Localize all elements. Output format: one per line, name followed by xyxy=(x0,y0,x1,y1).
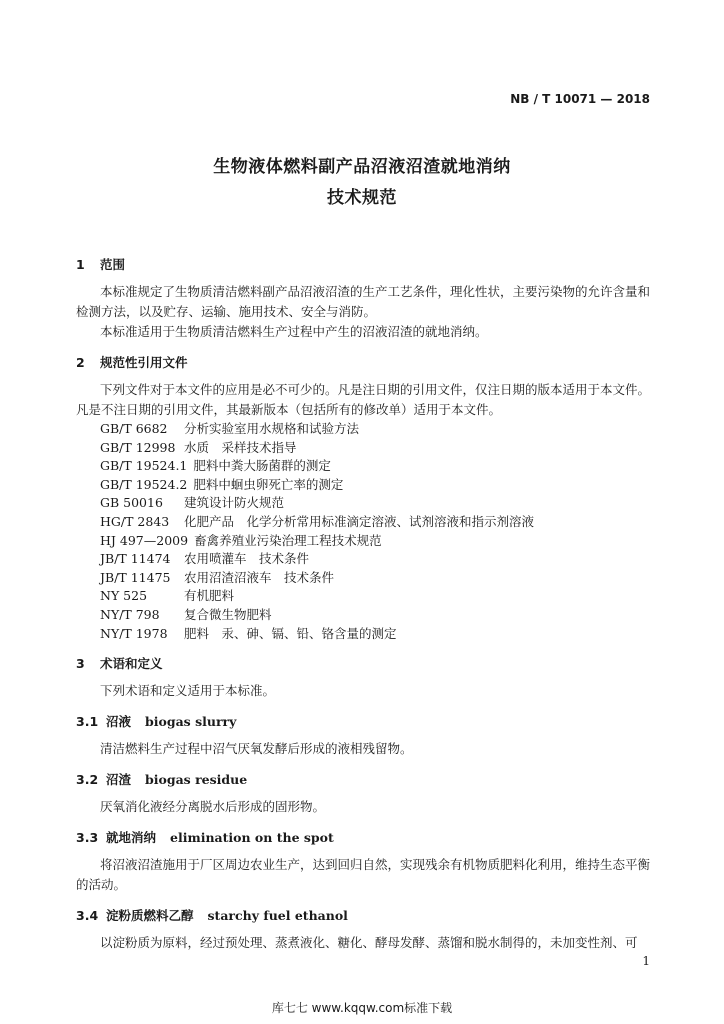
reference-item xyxy=(100,513,660,532)
page-number: 1 xyxy=(642,954,650,968)
term-number: 3.3 xyxy=(76,830,99,846)
section-title: 术语和定义 xyxy=(100,656,163,672)
section-number: 3 xyxy=(76,656,85,672)
reference-item xyxy=(100,532,660,551)
reference-title: 水质 采样技术指导 xyxy=(184,439,297,455)
download-site-watermark: 库七七 www.kqqw.com标准下载 xyxy=(271,1001,453,1015)
section-3-heading xyxy=(76,653,660,675)
reference-item xyxy=(100,606,660,625)
reference-code: HG/T 2843 xyxy=(100,513,170,529)
reference-code: GB/T 19524.1 xyxy=(100,458,188,474)
reference-item xyxy=(100,439,660,458)
reference-title: 农用沼渣沼液车 技术条件 xyxy=(184,569,335,585)
term-english: biogas residue xyxy=(145,772,248,788)
reference-title: 肥料中蛔虫卵死亡率的测定 xyxy=(193,476,344,492)
reference-code: NY 525 xyxy=(100,588,148,604)
term-chinese: 就地消纳 xyxy=(106,830,157,846)
term-3-1-heading xyxy=(76,711,660,733)
section-2-heading xyxy=(76,352,660,374)
term-chinese: 沼液 xyxy=(106,714,132,730)
reference-item xyxy=(100,420,660,439)
reference-title: 肥料中粪大肠菌群的测定 xyxy=(193,458,331,474)
section-title: 范围 xyxy=(100,257,126,272)
reference-code: GB/T 12998 xyxy=(100,439,176,455)
reference-code: NY/T 798 xyxy=(100,606,160,622)
reference-code: JB/T 11474 xyxy=(100,551,171,567)
term-3-4-heading xyxy=(76,905,660,927)
section-number: 2 xyxy=(76,355,85,370)
term-number: 3.1 xyxy=(76,714,99,730)
term-number: 3.2 xyxy=(76,772,99,788)
reference-code: JB/T 11475 xyxy=(100,569,171,585)
reference-item xyxy=(100,550,660,569)
reference-item xyxy=(100,569,660,588)
term-number: 3.4 xyxy=(76,908,99,924)
section-1-heading xyxy=(76,254,660,276)
reference-code: NY/T 1978 xyxy=(100,625,168,641)
term-english: biogas slurry xyxy=(145,714,237,730)
term-3-4-definition: 以淀粉质为原料，经过预处理、蒸煮液化、糖化、酵母发酵、蒸馏和脱水制得的，未加变性剂、可 xyxy=(100,935,638,951)
section-1-paragraph-2: 本标准适用于生物质清洁燃料生产过程中产生的沼液沼渣的就地消纳。 xyxy=(100,324,488,339)
term-chinese: 沼渣 xyxy=(106,772,132,788)
term-english: starchy fuel ethanol xyxy=(207,908,348,924)
document-code: NB / T 10071 — 2018 xyxy=(510,92,650,106)
reference-code: GB/T 6682 xyxy=(100,421,168,436)
reference-item xyxy=(100,494,660,513)
reference-title: 畜禽养殖业污染治理工程技术规范 xyxy=(194,532,382,548)
term-3-2-heading xyxy=(76,769,660,791)
reference-title: 复合微生物肥料 xyxy=(184,606,272,622)
reference-code: GB/T 19524.2 xyxy=(100,476,188,492)
reference-code: GB 50016 xyxy=(100,495,163,511)
document-body xyxy=(76,254,660,953)
reference-item xyxy=(100,587,660,606)
reference-item xyxy=(100,457,660,476)
section-1-paragraph-1: 本标准规定了生物质清洁燃料副产品沼液沼渣的生产工艺条件，理化性状，主要污染物的允许含量和检测方法，以及贮存、运输、施用技术、安全与消防。 xyxy=(76,284,651,319)
section-number: 1 xyxy=(76,257,85,272)
reference-title: 分析实验室用水规格和试验方法 xyxy=(184,421,360,436)
term-3-3-definition: 将沼液沼渣施用于厂区周边农业生产，达到回归自然，实现残余有机物质肥料化利用，维持生态平衡的活动。 xyxy=(76,857,651,893)
term-chinese: 淀粉质燃料乙醇 xyxy=(106,908,194,924)
normative-reference-list xyxy=(100,420,660,643)
reference-title: 农用喷灌车 技术条件 xyxy=(184,551,310,567)
term-3-2-definition: 厌氧消化液经分离脱水后形成的固形物。 xyxy=(100,799,326,815)
document-title-line-2: 技术规范 xyxy=(327,188,397,208)
reference-title: 有机肥料 xyxy=(184,588,235,604)
term-3-1-definition: 清洁燃料生产过程中沼气厌氧发酵后形成的液相残留物。 xyxy=(100,741,413,757)
reference-title: 化肥产品 化学分析常用标准滴定溶液、试剂溶液和指示剂溶液 xyxy=(184,513,535,529)
section-title: 规范性引用文件 xyxy=(100,355,188,370)
term-english: elimination on the spot xyxy=(170,830,334,846)
reference-title: 肥料 汞、砷、镉、铅、铬含量的测定 xyxy=(184,625,397,641)
term-3-3-heading xyxy=(76,827,660,849)
reference-title: 建筑设计防火规范 xyxy=(184,495,285,511)
reference-item xyxy=(100,625,660,644)
document-title-line-1: 生物液体燃料副产品沼液沼渣就地消纳 xyxy=(213,157,511,177)
reference-code: HJ 497—2009 xyxy=(100,532,189,548)
section-2-paragraph-1: 下列文件对于本文件的应用是必不可少的。凡是注日期的引用文件，仅注日期的版本适用于本文件。凡是不注日期的引用文件，其最新版本（包括所有的修改单）适用于本文件。 xyxy=(76,382,651,417)
reference-item xyxy=(100,476,660,495)
section-3-paragraph-1: 下列术语和定义适用于本标准。 xyxy=(100,683,276,699)
